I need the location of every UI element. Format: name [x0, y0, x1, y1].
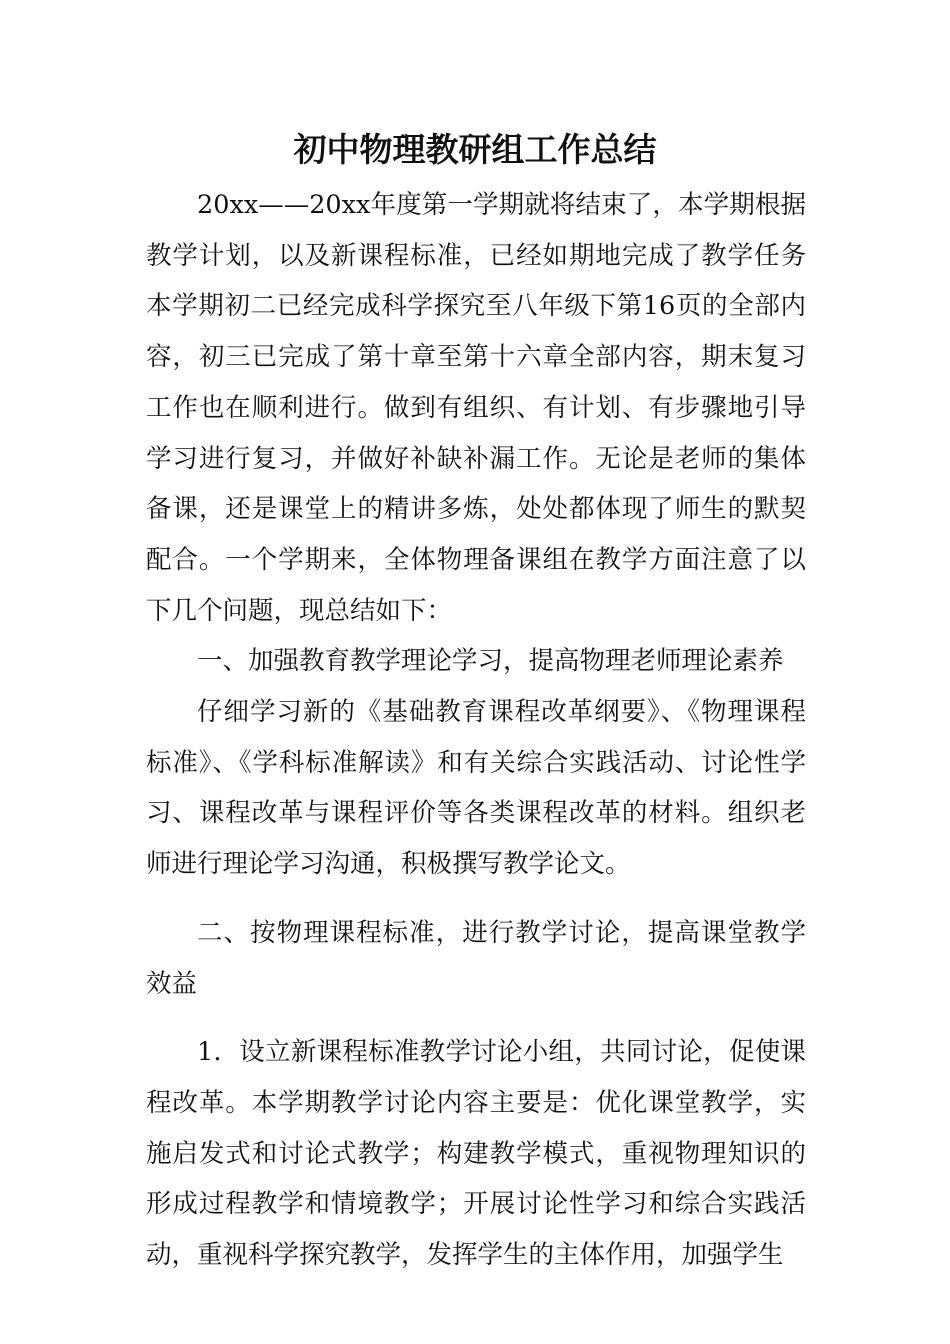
- paragraph-section-1: 仔细学习新的《基础教育课程改革纲要》、《物理课程标准》、《学科标准解读》和有关综合实践活动、讨论性学习、课程改革与课程评价等各类课程改革的材料。组织老师进行理论学习沟通，积极撰写教学论文。: [146, 697, 806, 880]
- document-title: 初中物理教研组工作总结: [293, 130, 657, 169]
- document-body: [146, 180, 806, 1281]
- paragraph-gap: [146, 890, 806, 908]
- section-heading-2: 二、按物理课程标准，进行教学讨论，提高课堂教学效益: [146, 917, 806, 999]
- section-heading-1: 一、加强教育教学理论学习，提高物理老师理论素养: [197, 646, 784, 677]
- paragraph-intro: 20xx——20xx年度第一学期就将结束了，本学期根据教学计划，以及新课程标准，已经如期地完成了教学任务本学期初二已经完成科学探究至八年级下第16页的全部内容，初三已完成了第十章至第十六章全部内容，期末复习工作也在顺利进行。做到有组织、有计划、有步骤地引导学习进行复习，并做好补缺补漏工作。无论是老师的集体备课，还是课堂上的精讲多炼，处处都体现了师生的默契配合。一个学期来，全体物理备课组在教学方面注意了以下几个问题，现总结如下：: [146, 190, 806, 626]
- paragraph-gap: [146, 1009, 806, 1027]
- paragraph-item-1: 1．设立新课程标准教学讨论小组，共同讨论，促使课程改革。本学期教学讨论内容主要是：优化课堂教学，实施启发式和讨论式教学；构建教学模式，重视物理知识的形成过程教学和情境教学；开展讨论性学习和综合实践活动，重视科学探究教学，发挥学生的主体作用，加强学生: [146, 1037, 806, 1271]
